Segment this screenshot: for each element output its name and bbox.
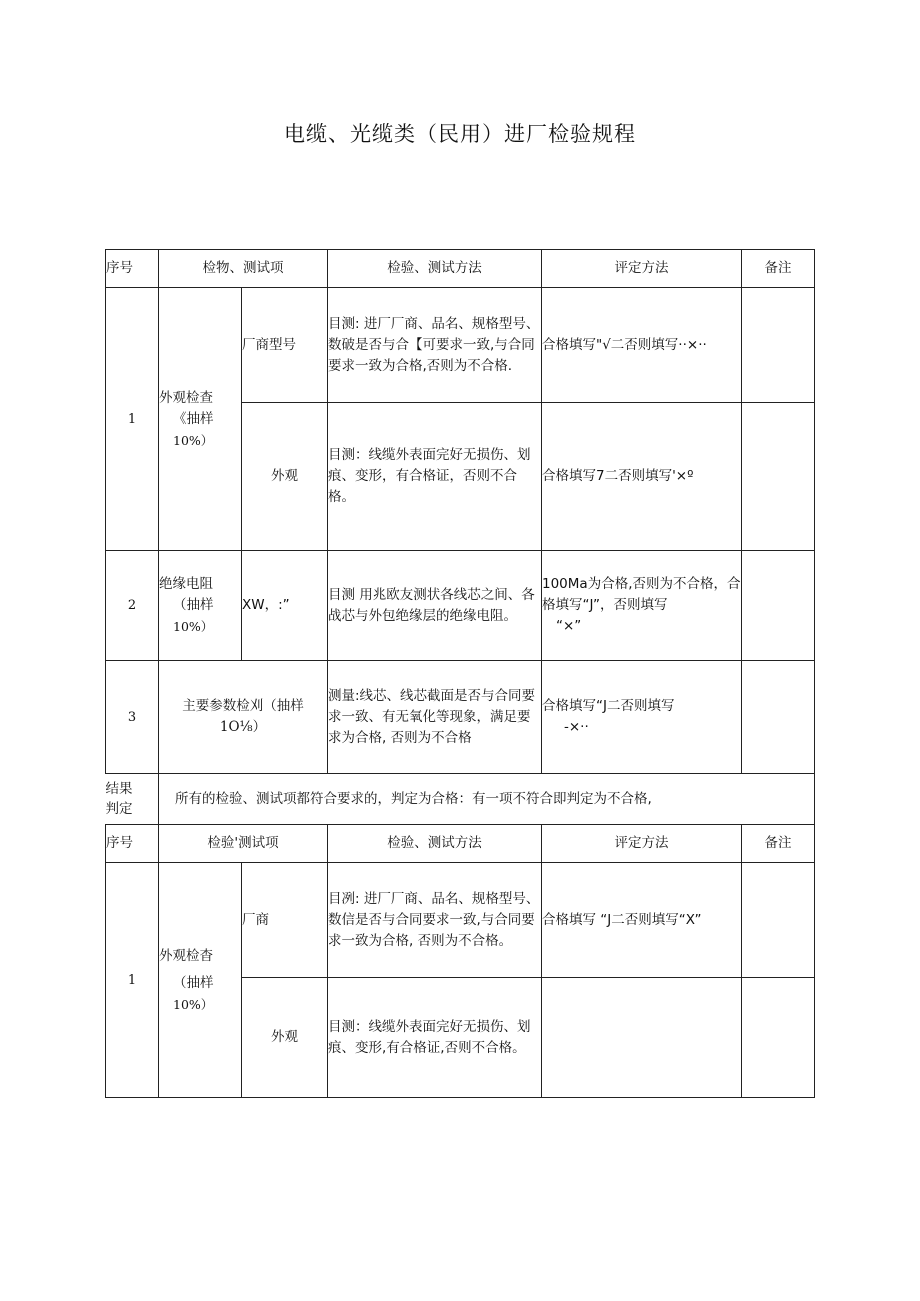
header-evaluation: 评定方法 bbox=[542, 825, 742, 863]
sub-item-name: 厂商型号 bbox=[242, 288, 328, 403]
sub-item-name: 厂商 bbox=[242, 863, 328, 978]
method-text: 目测：线缆外表面完好无损伤、划痕、变形，有合格证，否则不合格。 bbox=[328, 403, 542, 551]
row-group-label: 外观检杳 bbox=[159, 947, 213, 964]
header-method: 检验、测试方法 bbox=[328, 825, 542, 863]
table-header-row bbox=[106, 250, 815, 288]
row-group-rate: 10%） bbox=[173, 996, 214, 1012]
sub-item-name: 外观 bbox=[242, 403, 328, 551]
result-label-cell bbox=[106, 774, 159, 825]
table-row bbox=[106, 863, 815, 978]
table-header-row bbox=[106, 825, 815, 863]
result-label: 结果 bbox=[105, 781, 133, 797]
method-text: 目测: 进厂厂商、品名、规格型号、数破是否与合【可要求一致,与合同要求一致为合格,否则为不合格. bbox=[328, 288, 542, 403]
result-text: 所有的检验、测试项都符合要求的，判定为合格：有一项不符合即判定为不合格, bbox=[159, 774, 815, 825]
row-seq: 3 bbox=[106, 661, 159, 774]
row-group-rate: 10%） bbox=[173, 432, 214, 448]
header-seq: 序号 bbox=[106, 250, 159, 288]
result-label-2: 判定 bbox=[105, 801, 133, 817]
header-remark: 备注 bbox=[742, 250, 815, 288]
evaluation-text bbox=[542, 978, 742, 1098]
table-row bbox=[106, 551, 815, 661]
method-text: 目冽: 进厂厂商、品名、规格型号、数信是否与合同要求一致,与合同要求一致为合格, 否则为不合格。 bbox=[328, 863, 542, 978]
evaluation-text: 合格填写7二否则填写'×º bbox=[542, 403, 742, 551]
evaluation-cell bbox=[542, 661, 742, 774]
method-text: 目测 用兆欧友测状各线芯之间、各战芯与外包绝缘层的绝缘电阻。 bbox=[328, 551, 542, 661]
header-method: 检验、测试方法 bbox=[328, 250, 542, 288]
sub-item-name: 外观 bbox=[242, 978, 328, 1098]
evaluation-symbol: -×·· bbox=[564, 719, 589, 735]
row-group-label: 外观检查 bbox=[159, 389, 213, 406]
header-seq: 序号 bbox=[106, 825, 159, 863]
remark-cell bbox=[742, 403, 815, 551]
row-seq: 1 bbox=[106, 288, 159, 551]
row-seq: 2 bbox=[106, 551, 159, 661]
row-item-cell bbox=[159, 661, 328, 774]
row-group-cell bbox=[159, 863, 242, 1098]
row-group-cell bbox=[159, 551, 242, 661]
row-group-sample: （抽样 bbox=[173, 974, 214, 991]
method-text: 目测：线缆外表面完好无损伤、划痕、变形,有合格证,否则不合格。 bbox=[328, 978, 542, 1098]
evaluation-text: 100Ma为合格,否则为不合格，合格填写“J”，否则填写 bbox=[542, 576, 741, 613]
remark-cell bbox=[742, 863, 815, 978]
inspection-table bbox=[105, 249, 815, 1098]
row-group-sample: 《抽样 bbox=[173, 410, 214, 427]
header-evaluation: 评定方法 bbox=[542, 250, 742, 288]
row-group-sample: （抽样 bbox=[173, 597, 214, 613]
method-text: 测量:线芯、线芯截面是否与合同要求一致、有无氧化等现象，满足要求为合格, 否则为不合格 bbox=[328, 661, 542, 774]
evaluation-symbol: “×” bbox=[556, 618, 582, 634]
sub-item-name: XW，:” bbox=[242, 551, 328, 661]
remark-cell bbox=[742, 288, 815, 403]
evaluation-cell bbox=[542, 551, 742, 661]
table-row bbox=[106, 288, 815, 403]
header-item: 检物、测试项 bbox=[159, 250, 328, 288]
evaluation-text: 合格填写 “J二否则填写“X” bbox=[542, 863, 742, 978]
row-item-rate: 1O⅛） bbox=[219, 719, 267, 735]
remark-cell bbox=[742, 661, 815, 774]
header-item: 检验'测试项 bbox=[159, 825, 328, 863]
row-group-rate: 10%） bbox=[173, 619, 214, 634]
page-title: 电缆、光缆类（民用）进厂检验规程 bbox=[284, 122, 636, 146]
header-remark: 备注 bbox=[742, 825, 815, 863]
row-group-cell bbox=[159, 288, 242, 551]
evaluation-text: 合格填写"√二否则填写··×·· bbox=[542, 288, 742, 403]
evaluation-text: 合格填写“J二否则填写 bbox=[542, 698, 675, 714]
remark-cell bbox=[742, 551, 815, 661]
row-group-label: 绝缘电阻 bbox=[159, 576, 213, 592]
row-item-label: 主要参数检刈（抽样 bbox=[182, 698, 304, 714]
row-seq: 1 bbox=[106, 863, 159, 1098]
result-row bbox=[106, 774, 815, 825]
table-row bbox=[106, 661, 815, 774]
remark-cell bbox=[742, 978, 815, 1098]
